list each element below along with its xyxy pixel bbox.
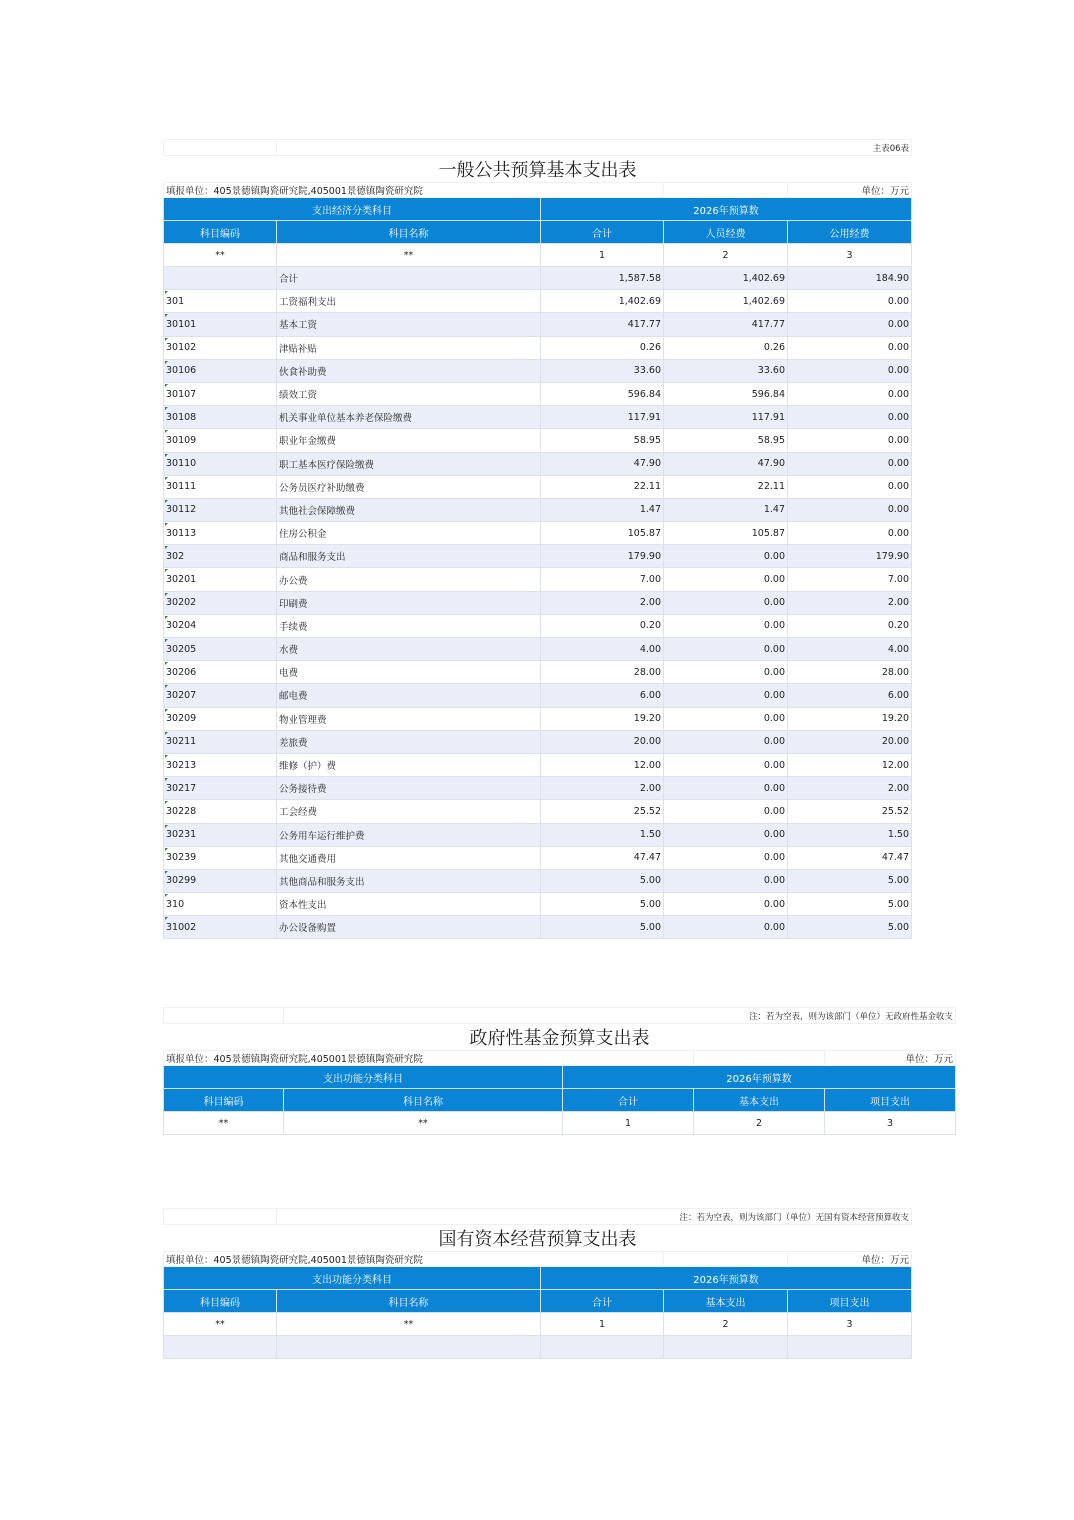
col2-value: 596.84 xyxy=(664,382,788,405)
table-row xyxy=(164,730,912,753)
total-value: 1.47 xyxy=(541,498,664,521)
col2-value: 0.00 xyxy=(664,638,788,661)
total-value: 105.87 xyxy=(541,522,664,545)
total-value: 47.90 xyxy=(541,452,664,475)
account-code: 30108 xyxy=(164,406,277,429)
table-note: 主表06表 xyxy=(277,140,912,156)
table-row xyxy=(164,591,912,614)
col3-value: 0.00 xyxy=(788,359,912,382)
col2-value: 417.77 xyxy=(664,313,788,336)
col2-value: 105.87 xyxy=(664,522,788,545)
total-value: 19.20 xyxy=(541,707,664,730)
col3-value: 0.00 xyxy=(788,336,912,359)
col2-value: 1,402.69 xyxy=(664,290,788,313)
account-name: 邮电费 xyxy=(277,684,541,707)
col3-value: 7.00 xyxy=(788,568,912,591)
account-name: 办公费 xyxy=(277,568,541,591)
col3-value: 0.00 xyxy=(788,498,912,521)
table-row xyxy=(164,406,912,429)
total-value: 33.60 xyxy=(541,359,664,382)
account-code: 30102 xyxy=(164,336,277,359)
table-row xyxy=(164,475,912,498)
col2-value: 0.00 xyxy=(664,684,788,707)
col2-value: 0.00 xyxy=(664,753,788,776)
col2-value: 0.00 xyxy=(664,846,788,869)
table-row xyxy=(164,290,912,313)
state-capital-budget-table xyxy=(163,1208,911,1359)
table-row xyxy=(164,893,912,916)
col2-value: 0.00 xyxy=(664,916,788,939)
reporting-unit: 填报单位：405景德镇陶瓷研究院,405001景德镇陶瓷研究院 xyxy=(164,1252,664,1267)
table-title: 政府性基金预算支出表 xyxy=(164,1024,956,1051)
account-code: 30209 xyxy=(164,707,277,730)
col2-value: 0.00 xyxy=(664,800,788,823)
col3-value: 19.20 xyxy=(788,707,912,730)
column-header: 科目名称 xyxy=(277,1290,541,1313)
total-value: 2.00 xyxy=(541,591,664,614)
government-fund-budget-table xyxy=(163,1007,955,1135)
table-row xyxy=(164,452,912,475)
total-value: 28.00 xyxy=(541,661,664,684)
account-code: 301 xyxy=(164,290,277,313)
table-row xyxy=(164,267,912,290)
col2-value: 22.11 xyxy=(664,475,788,498)
account-name: 公务员医疗补助缴费 xyxy=(277,475,541,498)
group-header-budget: 2026年预算数 xyxy=(563,1066,956,1089)
table-row xyxy=(164,800,912,823)
col3-value: 20.00 xyxy=(788,730,912,753)
general-public-budget-table xyxy=(163,139,911,939)
table-row xyxy=(164,382,912,405)
account-code: 30109 xyxy=(164,429,277,452)
col3-value: 0.00 xyxy=(788,313,912,336)
account-code: 30299 xyxy=(164,869,277,892)
account-code: 30239 xyxy=(164,846,277,869)
table-row xyxy=(164,777,912,800)
col3-value: 6.00 xyxy=(788,684,912,707)
col2-value: 0.00 xyxy=(664,823,788,846)
col3-value: 0.20 xyxy=(788,614,912,637)
account-code: 30228 xyxy=(164,800,277,823)
total-value: 0.20 xyxy=(541,614,664,637)
table-row xyxy=(164,707,912,730)
table-row xyxy=(164,313,912,336)
table-row xyxy=(164,638,912,661)
group-header-budget: 2026年预算数 xyxy=(541,1267,912,1290)
col3-value: 5.00 xyxy=(788,893,912,916)
account-name: 工资福利支出 xyxy=(277,290,541,313)
column-header: 合计 xyxy=(541,221,664,244)
column-header: 科目编码 xyxy=(164,221,277,244)
table-row xyxy=(164,753,912,776)
col3-value: 5.00 xyxy=(788,916,912,939)
account-name: 维修（护）费 xyxy=(277,753,541,776)
total-value: 47.47 xyxy=(541,846,664,869)
table-title: 国有资本经营预算支出表 xyxy=(164,1225,912,1252)
table-row xyxy=(164,869,912,892)
col3-value: 47.47 xyxy=(788,846,912,869)
index-cell: ** xyxy=(277,244,541,267)
col2-value: 1.47 xyxy=(664,498,788,521)
group-header-classification: 支出功能分类科目 xyxy=(164,1267,541,1290)
currency-unit: 单位：万元 xyxy=(788,1252,912,1267)
total-value: 117.91 xyxy=(541,406,664,429)
index-cell: 2 xyxy=(664,244,788,267)
budget-table xyxy=(163,139,912,939)
total-value: 20.00 xyxy=(541,730,664,753)
col3-value: 1.50 xyxy=(788,823,912,846)
total-value: 22.11 xyxy=(541,475,664,498)
col2-value: 117.91 xyxy=(664,406,788,429)
account-code: 30113 xyxy=(164,522,277,545)
account-code: 30111 xyxy=(164,475,277,498)
column-header: 科目编码 xyxy=(164,1290,277,1313)
account-code: 30211 xyxy=(164,730,277,753)
account-name: 职业年金缴费 xyxy=(277,429,541,452)
account-name: 工会经费 xyxy=(277,800,541,823)
index-cell: 3 xyxy=(788,1313,912,1336)
column-header: 公用经费 xyxy=(788,221,912,244)
total-value: 2.00 xyxy=(541,777,664,800)
table-row xyxy=(164,916,912,939)
account-code: 302 xyxy=(164,545,277,568)
account-code: 31002 xyxy=(164,916,277,939)
col3-value: 179.90 xyxy=(788,545,912,568)
col3-value: 0.00 xyxy=(788,382,912,405)
col2-value: 0.00 xyxy=(664,730,788,753)
table-row xyxy=(164,336,912,359)
account-name: 物业管理费 xyxy=(277,707,541,730)
currency-unit: 单位：万元 xyxy=(825,1051,956,1066)
account-code: 30231 xyxy=(164,823,277,846)
col3-value: 184.90 xyxy=(788,267,912,290)
index-cell: ** xyxy=(284,1112,563,1135)
table-row xyxy=(164,568,912,591)
total-value: 417.77 xyxy=(541,313,664,336)
col3-value: 12.00 xyxy=(788,753,912,776)
account-name: 水费 xyxy=(277,638,541,661)
index-cell: 1 xyxy=(541,1313,664,1336)
col3-value: 0.00 xyxy=(788,522,912,545)
column-header: 合计 xyxy=(541,1290,664,1313)
col2-value: 0.26 xyxy=(664,336,788,359)
total-value: 0.26 xyxy=(541,336,664,359)
account-name: 合计 xyxy=(277,267,541,290)
column-header: 科目名称 xyxy=(277,221,541,244)
table-row xyxy=(164,522,912,545)
total-value: 58.95 xyxy=(541,429,664,452)
column-header: 科目名称 xyxy=(284,1089,563,1112)
total-value: 1,587.58 xyxy=(541,267,664,290)
col2-value: 0.00 xyxy=(664,661,788,684)
account-name: 公务用车运行维护费 xyxy=(277,823,541,846)
index-cell: ** xyxy=(164,1112,284,1135)
account-name: 职工基本医疗保险缴费 xyxy=(277,452,541,475)
table-row xyxy=(164,614,912,637)
table-row xyxy=(164,359,912,382)
group-header-budget: 2026年预算数 xyxy=(541,198,912,221)
account-name: 津贴补贴 xyxy=(277,336,541,359)
table-note: 注：若为空表，则为该部门（单位）无国有资本经营预算收支 xyxy=(277,1209,912,1225)
account-name: 资本性支出 xyxy=(277,893,541,916)
account-name: 其他社会保障缴费 xyxy=(277,498,541,521)
account-code: 310 xyxy=(164,893,277,916)
account-name: 商品和服务支出 xyxy=(277,545,541,568)
col3-value: 0.00 xyxy=(788,429,912,452)
account-name: 机关事业单位基本养老保险缴费 xyxy=(277,406,541,429)
currency-unit: 单位：万元 xyxy=(788,183,912,198)
col3-value: 25.52 xyxy=(788,800,912,823)
col3-value: 2.00 xyxy=(788,777,912,800)
col3-value: 2.00 xyxy=(788,591,912,614)
account-code: 30202 xyxy=(164,591,277,614)
index-cell: 2 xyxy=(664,1313,788,1336)
table-row xyxy=(164,545,912,568)
account-code: 30201 xyxy=(164,568,277,591)
total-value: 5.00 xyxy=(541,916,664,939)
account-name: 住房公积金 xyxy=(277,522,541,545)
account-code: 30110 xyxy=(164,452,277,475)
empty-row xyxy=(164,1336,912,1359)
account-name: 其他交通费用 xyxy=(277,846,541,869)
account-name: 办公设备购置 xyxy=(277,916,541,939)
col2-value: 0.00 xyxy=(664,545,788,568)
total-value: 7.00 xyxy=(541,568,664,591)
account-name: 印刷费 xyxy=(277,591,541,614)
account-name: 绩效工资 xyxy=(277,382,541,405)
account-name: 手续费 xyxy=(277,614,541,637)
account-code: 30106 xyxy=(164,359,277,382)
reporting-unit: 填报单位：405景德镇陶瓷研究院,405001景德镇陶瓷研究院 xyxy=(164,183,664,198)
column-header: 人员经费 xyxy=(664,221,788,244)
col2-value: 0.00 xyxy=(664,591,788,614)
total-value: 1.50 xyxy=(541,823,664,846)
total-value: 4.00 xyxy=(541,638,664,661)
account-name: 基本工资 xyxy=(277,313,541,336)
col2-value: 58.95 xyxy=(664,429,788,452)
account-code: 30206 xyxy=(164,661,277,684)
column-header: 项目支出 xyxy=(788,1290,912,1313)
budget-table xyxy=(163,1208,912,1359)
table-row xyxy=(164,684,912,707)
group-header-classification: 支出功能分类科目 xyxy=(164,1066,563,1089)
column-header: 合计 xyxy=(563,1089,694,1112)
account-code: 30205 xyxy=(164,638,277,661)
column-header: 基本支出 xyxy=(694,1089,825,1112)
account-name: 公务接待费 xyxy=(277,777,541,800)
col3-value: 5.00 xyxy=(788,869,912,892)
col2-value: 0.00 xyxy=(664,707,788,730)
col2-value: 47.90 xyxy=(664,452,788,475)
total-value: 5.00 xyxy=(541,893,664,916)
column-header: 项目支出 xyxy=(825,1089,956,1112)
table-note: 注：若为空表，则为该部门（单位）无政府性基金收支 xyxy=(284,1008,956,1024)
column-header: 科目编码 xyxy=(164,1089,284,1112)
table-row xyxy=(164,498,912,521)
total-value: 1,402.69 xyxy=(541,290,664,313)
table-title: 一般公共预算基本支出表 xyxy=(164,156,912,183)
account-name: 伙食补助费 xyxy=(277,359,541,382)
col2-value: 0.00 xyxy=(664,777,788,800)
total-value: 179.90 xyxy=(541,545,664,568)
account-code: 30207 xyxy=(164,684,277,707)
table-row xyxy=(164,846,912,869)
account-code: 30217 xyxy=(164,777,277,800)
account-code: 30101 xyxy=(164,313,277,336)
account-code: 30107 xyxy=(164,382,277,405)
table-row xyxy=(164,823,912,846)
reporting-unit: 填报单位：405景德镇陶瓷研究院,405001景德镇陶瓷研究院 xyxy=(164,1051,694,1066)
table-row xyxy=(164,661,912,684)
total-value: 6.00 xyxy=(541,684,664,707)
account-name: 差旅费 xyxy=(277,730,541,753)
account-code: 30112 xyxy=(164,498,277,521)
total-value: 596.84 xyxy=(541,382,664,405)
index-cell: 3 xyxy=(788,244,912,267)
account-code: 30213 xyxy=(164,753,277,776)
index-cell: 3 xyxy=(825,1112,956,1135)
col2-value: 0.00 xyxy=(664,893,788,916)
budget-table xyxy=(163,1007,956,1135)
col2-value: 0.00 xyxy=(664,568,788,591)
index-cell: 2 xyxy=(694,1112,825,1135)
group-header-classification: 支出经济分类科目 xyxy=(164,198,541,221)
account-code xyxy=(164,267,277,290)
col3-value: 4.00 xyxy=(788,638,912,661)
total-value: 25.52 xyxy=(541,800,664,823)
index-cell: ** xyxy=(164,1313,277,1336)
col2-value: 0.00 xyxy=(664,869,788,892)
table-row xyxy=(164,429,912,452)
col3-value: 0.00 xyxy=(788,290,912,313)
col2-value: 1,402.69 xyxy=(664,267,788,290)
index-cell: 1 xyxy=(563,1112,694,1135)
index-cell: 1 xyxy=(541,244,664,267)
total-value: 12.00 xyxy=(541,753,664,776)
index-cell: ** xyxy=(277,1313,541,1336)
col3-value: 0.00 xyxy=(788,452,912,475)
account-code: 30204 xyxy=(164,614,277,637)
index-cell: ** xyxy=(164,244,277,267)
col3-value: 28.00 xyxy=(788,661,912,684)
col2-value: 33.60 xyxy=(664,359,788,382)
col3-value: 0.00 xyxy=(788,475,912,498)
column-header: 基本支出 xyxy=(664,1290,788,1313)
col3-value: 0.00 xyxy=(788,406,912,429)
total-value: 5.00 xyxy=(541,869,664,892)
account-name: 电费 xyxy=(277,661,541,684)
account-name: 其他商品和服务支出 xyxy=(277,869,541,892)
col2-value: 0.00 xyxy=(664,614,788,637)
